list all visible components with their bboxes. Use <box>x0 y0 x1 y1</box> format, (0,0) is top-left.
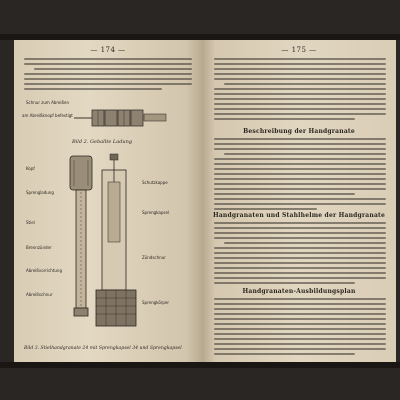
right-paragraph-2 <box>214 138 386 213</box>
right-paragraph-1 <box>214 58 386 123</box>
figure-label: Kopf <box>26 166 35 171</box>
figure-small-label: Schnur zum Abreißen <box>26 100 69 105</box>
figure-label: Brennzünder <box>26 245 52 250</box>
right-page <box>202 40 396 362</box>
figure-label: Schutzkappe <box>142 180 168 185</box>
left-top-paragraph <box>24 58 192 93</box>
left-page-number: — 174 — <box>90 46 126 54</box>
figure-label: Abreißvorrichtung <box>26 268 62 273</box>
stielhandgranate-illustration <box>64 152 144 342</box>
book-bottom-edge <box>0 362 400 368</box>
section-heading: Beschreibung der Handgranate <box>243 128 355 135</box>
figure-large-caption: Bild 3. Stielhandgranate 24 mit Sprengkapsel 34 und Sprengkapsel <box>24 346 182 351</box>
right-paragraph-3 <box>214 222 386 287</box>
right-page-number: — 175 — <box>281 46 317 54</box>
left-page <box>14 40 202 362</box>
section-heading: Handgranaten und Stahlhelme der Handgranate <box>212 212 386 219</box>
figure-small-label: am Abreißknopf befestigt <box>22 113 73 118</box>
figure-label: Sprengkapsel <box>142 210 170 215</box>
figure-label: Sprengladung <box>26 190 54 195</box>
right-paragraph-4 <box>214 298 386 358</box>
figure-small-caption: Bild 2. Geballte Ladung <box>72 139 133 145</box>
section-heading: Handgranaten-Ausbildungsplan <box>242 288 356 295</box>
figure-label: Zündschnur <box>142 255 166 260</box>
figure-label: Abreißschnur <box>26 292 53 297</box>
open-book-spread <box>14 40 396 362</box>
figure-label: Sprengkörper <box>142 300 170 305</box>
figure-label: Stiel <box>26 220 35 225</box>
geballte-ladung-illustration <box>72 96 172 136</box>
